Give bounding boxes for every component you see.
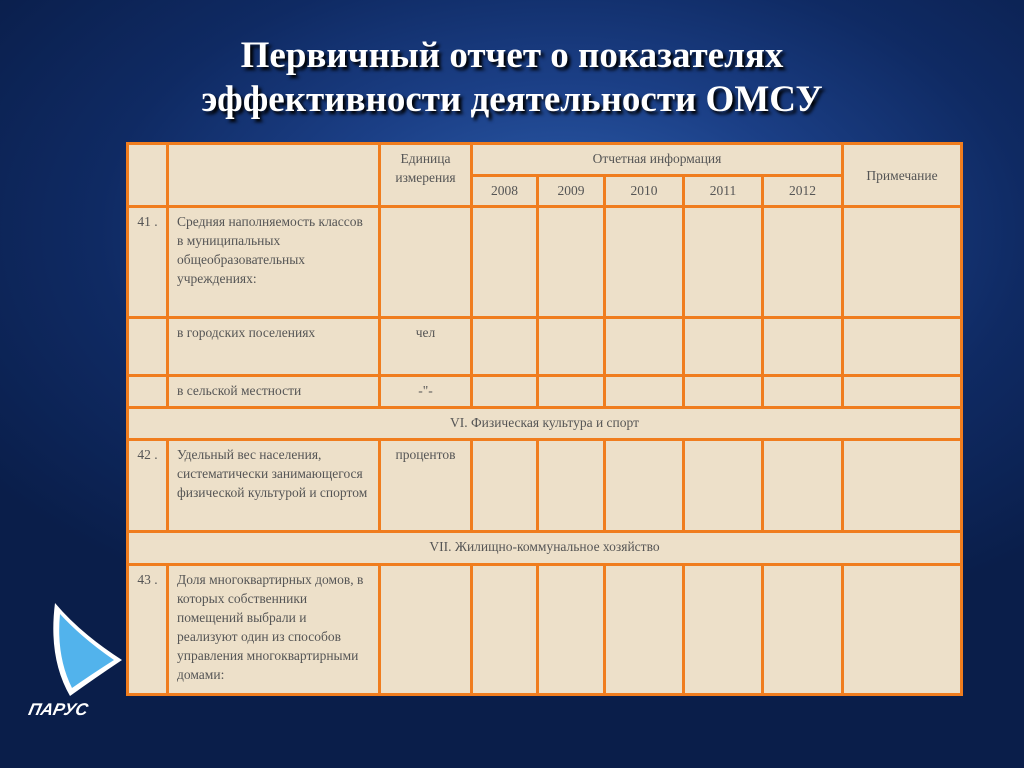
row-value-cell: [538, 376, 605, 408]
row-value-cell: [472, 207, 538, 318]
row-value-cell: [605, 565, 684, 695]
row-value-cell: [763, 207, 843, 318]
row-value-cell: [763, 440, 843, 532]
report-table: [126, 142, 963, 696]
row-note-cell: [843, 440, 962, 532]
row-value-cell: [605, 318, 684, 376]
row-value-cell: [472, 565, 538, 695]
logo-text: ПАРУС: [26, 699, 90, 719]
parus-logo: [26, 598, 130, 723]
row-value-cell: [763, 565, 843, 695]
row-text-cell: в сельской местности: [168, 376, 380, 408]
header-unit-cell: Единица измерения: [380, 144, 472, 207]
slide-title: [0, 34, 1024, 122]
row-note-cell: [843, 376, 962, 408]
row-value-cell: [472, 440, 538, 532]
table-row: [128, 565, 962, 695]
header-report-info-cell: Отчетная информация: [472, 144, 843, 176]
row-value-cell: [684, 376, 763, 408]
row-value-cell: [472, 318, 538, 376]
title-line-1: Первичный отчет о показателях: [240, 35, 784, 76]
section-housing: VII. Жилищно-коммунальное хозяйство: [128, 532, 962, 565]
table-row: [128, 207, 962, 318]
table-row: [128, 376, 962, 408]
row-value-cell: [472, 376, 538, 408]
row-value-cell: [605, 376, 684, 408]
section-row: [128, 532, 962, 565]
table-row: [128, 440, 962, 532]
title-line-2: эффективности деятельности ОМСУ: [201, 79, 823, 120]
row-text-cell: Удельный вес населения, систематически занимающегося физической культурой и спортом: [168, 440, 380, 532]
year-cell-2011: 2011: [684, 176, 763, 207]
row-text-cell: в городских поселениях: [168, 318, 380, 376]
row-value-cell: [684, 318, 763, 376]
header-num-cell: [128, 144, 168, 207]
table-row: [128, 318, 962, 376]
row-text-cell: Средняя наполняемость классов в муниципальных общеобразовательных учреждениях:: [168, 207, 380, 318]
header-name-cell: [168, 144, 380, 207]
row-value-cell: [684, 440, 763, 532]
row-value-cell: [538, 207, 605, 318]
section-physical-culture: VI. Физическая культура и спорт: [128, 408, 962, 440]
row-unit-cell: [380, 207, 472, 318]
row-num-cell: 41 .: [128, 207, 168, 318]
row-note-cell: [843, 318, 962, 376]
row-note-cell: [843, 207, 962, 318]
row-value-cell: [763, 376, 843, 408]
year-cell-2009: 2009: [538, 176, 605, 207]
section-row: [128, 408, 962, 440]
row-num-cell: 43 .: [128, 565, 168, 695]
row-text-cell: Доля многоквартирных домов, в которых собственники помещений выбрали и реализуют один из способов управления многоквартирными домами:: [168, 565, 380, 695]
row-note-cell: [843, 565, 962, 695]
row-unit-cell: -"-: [380, 376, 472, 408]
row-value-cell: [538, 440, 605, 532]
row-unit-cell: чел: [380, 318, 472, 376]
row-value-cell: [684, 207, 763, 318]
row-value-cell: [605, 207, 684, 318]
header-note-cell: Примечание: [843, 144, 962, 207]
row-unit-cell: процентов: [380, 440, 472, 532]
row-value-cell: [763, 318, 843, 376]
year-cell-2012: 2012: [763, 176, 843, 207]
row-num-cell: [128, 318, 168, 376]
year-cell-2008: 2008: [472, 176, 538, 207]
row-num-cell: [128, 376, 168, 408]
row-value-cell: [538, 318, 605, 376]
row-value-cell: [684, 565, 763, 695]
year-cell-2010: 2010: [605, 176, 684, 207]
row-value-cell: [538, 565, 605, 695]
row-num-cell: 42 .: [128, 440, 168, 532]
row-value-cell: [605, 440, 684, 532]
header-row-1: [128, 144, 962, 176]
row-unit-cell: [380, 565, 472, 695]
